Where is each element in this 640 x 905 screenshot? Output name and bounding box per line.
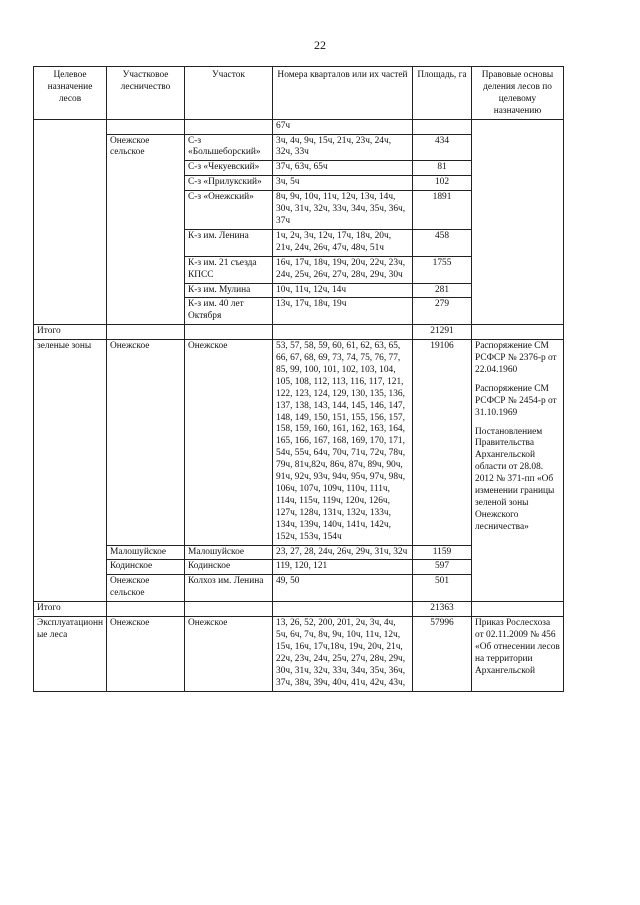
page-number: 22 xyxy=(314,38,326,52)
cell-plot xyxy=(185,119,273,134)
cell-legal xyxy=(472,602,564,617)
cell-district: Онежское xyxy=(107,340,185,545)
cell-area xyxy=(413,119,472,134)
cell-area: 1159 xyxy=(413,545,472,560)
cell-plot: Онежское xyxy=(185,340,273,545)
cell-plot: Малошуйское xyxy=(185,545,273,560)
cell-quarters: 13ч, 17ч, 18ч, 19ч xyxy=(273,298,413,325)
header-row xyxy=(34,67,564,120)
cell-quarters: 16ч, 17ч, 18ч, 19ч, 20ч, 22ч, 23ч, 24ч, 25ч, 26ч, 27ч, 28ч, 29ч, 30ч xyxy=(273,256,413,283)
cell-area: 57996 xyxy=(413,617,472,691)
cell-quarters xyxy=(273,602,413,617)
cell-plot: К-з им. Мулина xyxy=(185,283,273,298)
cell-plot: С-з «Большеборский» xyxy=(185,134,273,161)
cell-area: 19106 xyxy=(413,340,472,545)
cell-purpose: Эксплуатационные леса xyxy=(34,617,107,691)
legal-paragraph: Постановлением Правительства Архангельской области от 28.08. 2012 № 371-пп «Об изменении границы зеленой зоны Онежского лесничества» xyxy=(475,426,555,532)
cell-area: 279 xyxy=(413,298,472,325)
cell-legal xyxy=(472,325,564,340)
total-row xyxy=(34,325,564,340)
header-area: Площадь, га xyxy=(413,67,472,120)
cell-area: 501 xyxy=(413,575,472,602)
cell-plot: С-з «Чекуевский» xyxy=(185,161,273,176)
cell-quarters: 3ч, 5ч xyxy=(273,176,413,191)
header-plot: Участок xyxy=(185,67,273,120)
table-row xyxy=(34,617,564,691)
cell-quarters: 37ч, 63ч, 65ч xyxy=(273,161,413,176)
table-row xyxy=(34,119,564,134)
cell-purpose: зеленые зоны xyxy=(34,340,107,602)
total-row xyxy=(34,602,564,617)
cell-plot: К-з им. 21 съезда КПСС xyxy=(185,256,273,283)
cell-district: Онежское сельское xyxy=(107,134,185,325)
cell-plot: К-з им. Ленина xyxy=(185,229,273,256)
cell-district xyxy=(107,119,185,134)
cell-legal xyxy=(472,340,564,602)
cell-purpose: Итого xyxy=(34,325,107,340)
cell-purpose xyxy=(34,119,107,325)
forest-purpose-table xyxy=(33,66,564,692)
cell-quarters: 119, 120, 121 xyxy=(273,560,413,575)
cell-area: 81 xyxy=(413,161,472,176)
cell-area: 21291 xyxy=(413,325,472,340)
cell-area: 597 xyxy=(413,560,472,575)
cell-plot: Кодинское xyxy=(185,560,273,575)
cell-legal xyxy=(472,617,564,691)
cell-area: 1755 xyxy=(413,256,472,283)
cell-plot: С-з «Онежский» xyxy=(185,191,273,230)
cell-district xyxy=(107,602,185,617)
cell-plot: Колхоз им. Ленина xyxy=(185,575,273,602)
cell-quarters: 1ч, 2ч, 3ч, 12ч, 17ч, 18ч, 20ч, 21ч, 24ч, 26ч, 47ч, 48ч, 51ч xyxy=(273,229,413,256)
cell-district: Онежское сельское xyxy=(107,575,185,602)
cell-area: 102 xyxy=(413,176,472,191)
cell-area: 21363 xyxy=(413,602,472,617)
legal-paragraph: Распоряжение СМ РСФСР № 2454-р от 31.10.1969 xyxy=(475,383,557,418)
table-header xyxy=(34,67,564,120)
cell-quarters: 67ч xyxy=(273,119,413,134)
cell-quarters: 3ч, 4ч, 9ч, 15ч, 21ч, 23ч, 24ч, 32ч, 33ч xyxy=(273,134,413,161)
cell-plot: Онежское xyxy=(185,617,273,691)
cell-district xyxy=(107,325,185,340)
header-purpose: Целевое назначение лесов xyxy=(34,67,107,120)
legal-paragraph: Распоряжение СМ РСФСР № 2376-р от 22.04.1960 xyxy=(475,341,557,375)
cell-plot xyxy=(185,325,273,340)
cell-quarters xyxy=(273,325,413,340)
cell-legal xyxy=(472,119,564,325)
header-legal-basis: Правовые основы деления лесов по целевому назначению xyxy=(472,67,564,120)
cell-area: 1891 xyxy=(413,191,472,230)
table-body xyxy=(34,119,564,691)
cell-quarters: 53, 57, 58, 59, 60, 61, 62, 63, 65, 66, 67, 68, 69, 73, 74, 75, 76, 77, 85, 99, 100, 101, 102, 103, 104, 105, 108, 112, 113, 116, 117, 121, 122, 123, 124, 129, 130, 135, 136, 137, 138, 143, 144, 145, 146, 147, 148, 149, 150, 151, 155, 156, 157, 158, 159, 160, 161, 162, 163, 164, 165, 166, 167, 168, 169, 170, 171, 54ч, 55ч, 64ч, 70ч, 71ч, 72ч, 78ч, 79ч, 81ч,82ч, 86ч, 87ч, 89ч, 90ч, 91ч, 92ч, 93ч, 94ч, 95ч, 97ч, 98ч, 106ч, 107ч, 109ч, 110ч, 111ч, 114ч, 115ч, 119ч, 120ч, 126ч, 127ч, 128ч, 131ч, 132ч, 133ч, 134ч, 139ч, 140ч, 141ч, 142ч, 152ч, 153ч, 154ч xyxy=(273,340,413,545)
cell-quarters: 8ч, 9ч, 10ч, 11ч, 12ч, 13ч, 14ч, 30ч, 31ч, 32ч, 33ч, 34ч, 35ч, 36ч, 37ч xyxy=(273,191,413,230)
cell-district: Кодинское xyxy=(107,560,185,575)
cell-area: 434 xyxy=(413,134,472,161)
cell-quarters: 49, 50 xyxy=(273,575,413,602)
cell-area: 281 xyxy=(413,283,472,298)
cell-plot xyxy=(185,602,273,617)
cell-area: 458 xyxy=(413,229,472,256)
legal-paragraph: Приказ Рослесхоза от 02.11.2009 № 456 «Об отнесении лесов на территории Архангельской xyxy=(475,618,560,676)
cell-plot: С-з «Прилукский» xyxy=(185,176,273,191)
cell-district: Малошуйское xyxy=(107,545,185,560)
cell-quarters: 10ч, 11ч, 12ч, 14ч xyxy=(273,283,413,298)
cell-district: Онежское xyxy=(107,617,185,691)
header-district: Участковое лесничество xyxy=(107,67,185,120)
cell-quarters: 13, 26, 52, 200, 201, 2ч, 3ч, 4ч, 5ч, 6ч, 7ч, 8ч, 9ч, 10ч, 11ч, 12ч, 15ч, 16ч, 17ч,18ч, 19ч, 20ч, 21ч, 22ч, 23ч, 24ч, 25ч, 27ч, 28ч, 29ч, 30ч, 31ч, 32ч, 33ч, 34ч, 35ч, 36ч, 37ч, 38ч, 39ч, 40ч, 41ч, 42ч, 43ч, xyxy=(273,617,413,691)
cell-purpose: Итого xyxy=(34,602,107,617)
cell-quarters: 23, 27, 28, 24ч, 26ч, 29ч, 31ч, 32ч xyxy=(273,545,413,560)
table-row xyxy=(34,340,564,545)
cell-plot: К-з им. 40 лет Октября xyxy=(185,298,273,325)
header-quarters: Номера кварталов или их частей xyxy=(273,67,413,120)
